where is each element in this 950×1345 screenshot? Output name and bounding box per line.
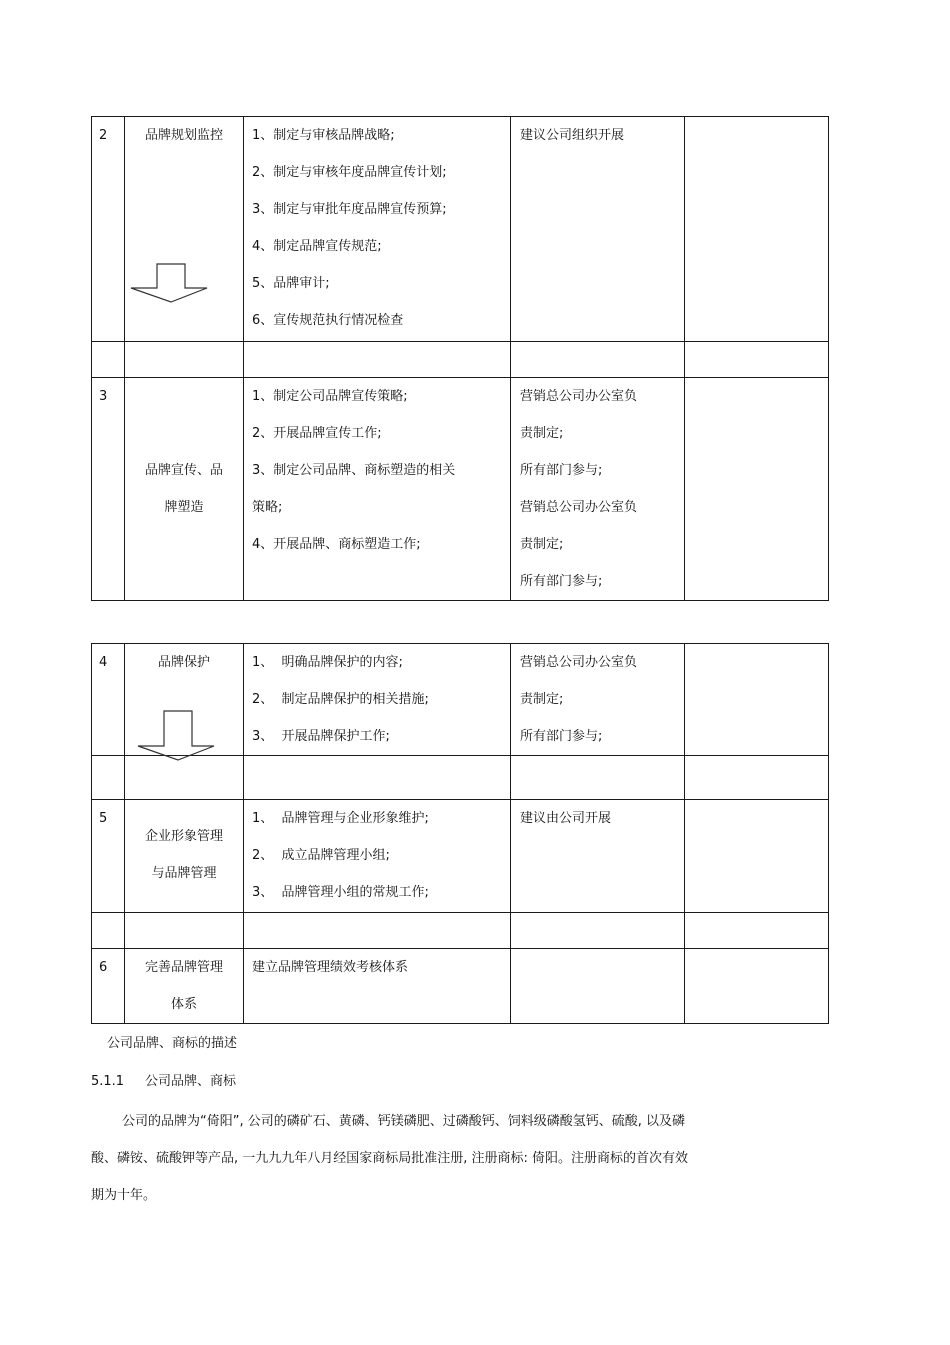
brand-plan-table-2 [91,643,829,1024]
empty-cell [92,756,125,800]
empty-cell [125,913,244,949]
list-item: 1、 明确品牌保护的内容; [252,655,403,670]
table-row [92,644,829,756]
task-items [244,378,511,601]
list-item: 建立品牌管理绩效考核体系 [252,960,409,975]
body-paragraph [91,1103,751,1214]
list-item: 3、 开展品牌保护工作; [252,729,390,744]
task-items [244,117,511,342]
section-title: 公司品牌、商标 [145,1074,237,1089]
list-item: 2、开展品牌宣传工作; [252,426,382,441]
responsibility: 营销总公司办公室负 责制定; 所有部门参与; 营销总公司办公室负 责制定; 所有部门参与; [511,378,685,601]
list-item: 6、宣传规范执行情况检查 [252,313,404,328]
section-number: 5.1.1 [91,1074,125,1089]
down-arrow-icon [136,710,216,762]
empty-row [92,342,829,378]
down-arrow-icon [129,263,209,303]
empty-cell [244,913,511,949]
empty-row [92,913,829,949]
list-item: 3、 品牌管理小组的常规工作; [252,885,429,900]
task-name: 品牌宣传、品 牌塑造 [125,378,244,601]
empty-cell [125,756,244,800]
task-items [244,800,511,913]
remarks-cell [685,644,829,756]
responsibility: 营销总公司办公室负 责制定; 所有部门参与; [511,644,685,756]
empty-cell [92,342,125,378]
empty-cell [92,913,125,949]
task-name: 完善品牌管理 体系 [125,949,244,1024]
table-row [92,800,829,913]
empty-cell [511,342,685,378]
paragraph-line: 期为十年。 [91,1188,157,1203]
empty-cell [685,342,829,378]
responsibility: 建议由公司开展 [511,800,685,913]
responsibility [511,949,685,1024]
remarks-cell [685,949,829,1024]
list-item: 3、制定与审批年度品牌宣传预算; [252,202,447,217]
list-item: 2、制定与审核年度品牌宣传计划; [252,165,447,180]
paragraph-line: 公司的品牌为“倚阳”, 公司的磷矿石、黄磷、钙镁磷肥、过磷酸钙、饲料级磷酸氢钙、硫酸, 以及磷 [122,1114,685,1129]
list-item: 4、制定品牌宣传规范; [252,239,382,254]
task-items [244,644,511,756]
empty-cell [685,756,829,800]
empty-cell [244,342,511,378]
empty-row [92,756,829,800]
table-row [92,949,829,1024]
empty-cell [685,913,829,949]
task-name: 企业形象管理 与品牌管理 [125,800,244,913]
list-item: 5、品牌审计; [252,276,330,291]
remarks-cell [685,378,829,601]
empty-cell [511,756,685,800]
task-name: 品牌规划监控 [125,117,244,342]
empty-cell [244,756,511,800]
list-item: 1、 品牌管理与企业形象维护; [252,811,429,826]
row-number: 2 [92,117,125,342]
list-item: 1、制定与审核品牌战略; [252,128,395,143]
section-heading [91,1071,236,1093]
task-items [244,949,511,1024]
list-item: 1、制定公司品牌宣传策略; [252,389,408,404]
responsibility: 建议公司组织开展 [511,117,685,342]
remarks-cell [685,800,829,913]
caption: 公司品牌、商标的描述 [107,1036,238,1051]
row-number: 3 [92,378,125,601]
empty-cell [511,913,685,949]
empty-cell [125,342,244,378]
list-item: 策略; [252,500,283,515]
table-row [92,117,829,342]
list-item: 4、开展品牌、商标塑造工作; [252,537,421,552]
task-name: 品牌保护 [125,644,244,756]
list-item: 3、制定公司品牌、商标塑造的相关 [252,463,456,478]
row-number: 6 [92,949,125,1024]
row-number: 4 [92,644,125,756]
row-number: 5 [92,800,125,913]
remarks-cell [685,117,829,342]
list-item: 2、 制定品牌保护的相关措施; [252,692,429,707]
table-row [92,378,829,601]
brand-plan-table-1 [91,116,829,601]
list-item: 2、 成立品牌管理小组; [252,848,390,863]
paragraph-line: 酸、磷铵、硫酸钾等产品, 一九九九年八月经国家商标局批准注册, 注册商标: 倚阳。注册商标的首次有效 [91,1151,689,1166]
